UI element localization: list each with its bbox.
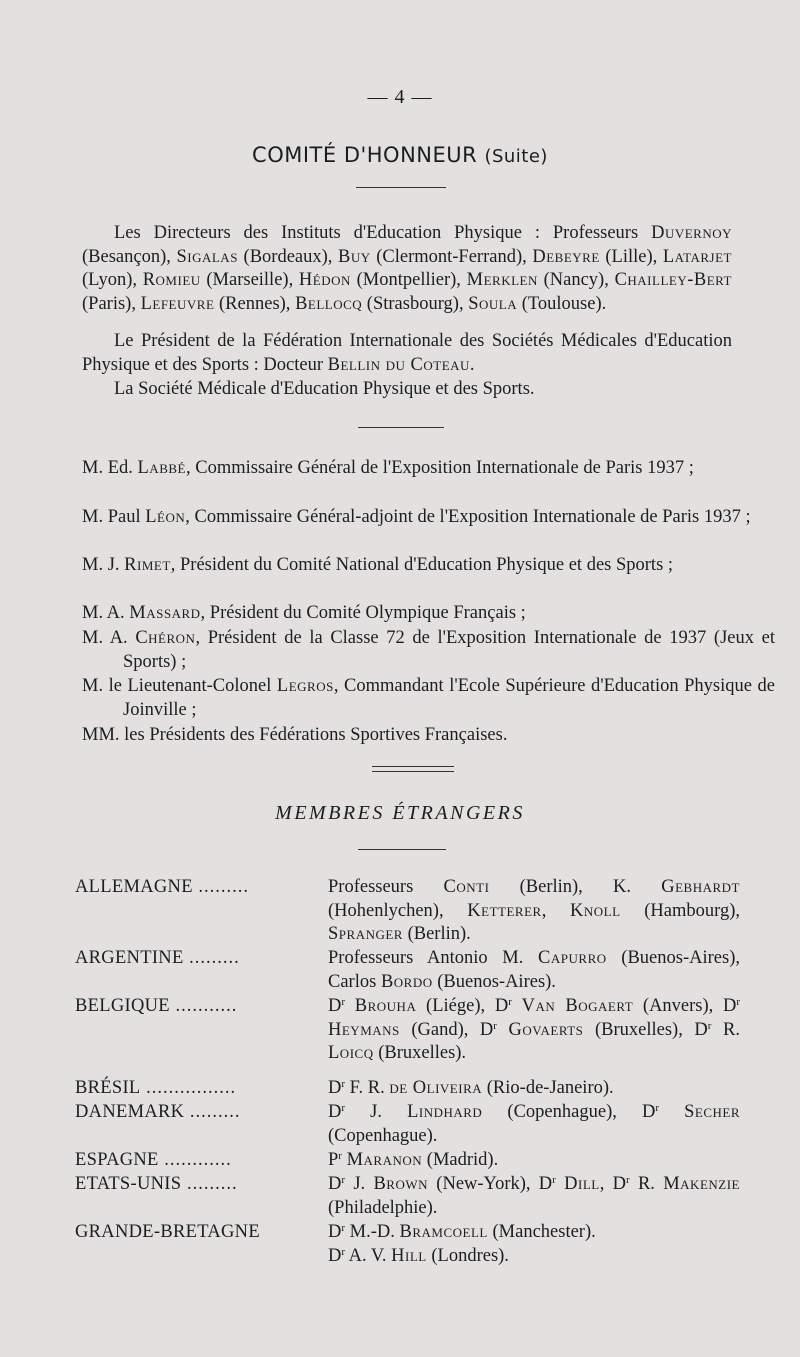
country-label: ETATS-UNIS: [75, 1174, 182, 1194]
country-members: Professeurs Conti (Berlin), K. Gebhardt (Hohenlychen), Ketterer, Knoll (Hambourg), Spranger (Berlin).: [328, 877, 740, 944]
country-members: $D^r$ F. R. de Oliveira (Rio-de-Janeiro).: [328, 1078, 614, 1098]
divider-2: [358, 427, 444, 428]
country-name: [75, 1101, 325, 1125]
country-label: ARGENTINE: [75, 948, 184, 968]
page-title: [0, 143, 800, 167]
title-suite: (Suite): [484, 146, 548, 167]
country-name: [75, 1077, 325, 1101]
title-text: COMITÉ D'HONNEUR: [252, 143, 478, 167]
double-divider: [372, 766, 454, 772]
leader-dots: ...........: [169, 996, 238, 1016]
intro-paragraph-directors: Les Directeurs des Instituts d'Education Physique : Professeurs Duvernoy (Besançon), Sigalas (Bordeaux), Buy (Clermont-Ferrand), Debeyre (Lille), Latarjet (Lyon), Romieu (Marseille), Hédon (Montpellier), Merklen (Nancy), Chailley-Bert (Paris), Lefeuvre (Rennes), Bellocq (Strasbourg), Soula (Toulouse).: [82, 223, 732, 314]
country-members: $D^r$ M.-D. Bramcoell (Manchester). $D^r$ A. V. Hill (Londres).: [328, 1222, 596, 1266]
person-entry-labbe: M. Ed. Labbé, Commissaire Général de l'Exposition Internationale de Paris 1937 ;: [82, 458, 694, 478]
divider-1: [356, 187, 446, 188]
intro-paragraph-federation: Le Président de la Fédération Internationale des Sociétés Médicales d'Education Physique et des Sports : Docteur Bellin du Coteau.: [82, 331, 732, 375]
leader-dots: .........: [192, 877, 250, 897]
person-entry-cheron: M. A. Chéron, Président de la Classe 72 de l'Exposition Internationale de 1937 (Jeux et Sports) ;: [82, 628, 775, 672]
country-label: ALLEMAGNE: [75, 877, 193, 897]
leader-dots: .........: [184, 1102, 241, 1122]
leader-dots: .........: [183, 948, 240, 968]
person-entry-presidents: MM. les Présidents des Fédérations Sportives Françaises.: [82, 725, 508, 745]
person-entry-massard: M. A. Massard, Président du Comité Olympique Français ;: [82, 603, 526, 623]
person-entry-rimet: M. J. Rimet, Président du Comité National d'Education Physique et des Sports ;: [82, 555, 674, 575]
country-label: ESPAGNE: [75, 1150, 159, 1170]
leader-dots: ............: [158, 1150, 232, 1170]
country-label: GRANDE-BRETAGNE: [75, 1222, 260, 1242]
country-name: [75, 995, 325, 1019]
country-members: $D^r$ J. Lindhard (Copenhague), $D^r$ Secher (Copenhague).: [328, 1102, 741, 1146]
country-name: [75, 1221, 325, 1245]
country-label: DANEMARK: [75, 1102, 185, 1122]
country-members: $D^r$ Brouha (Liége), $D^r$ Van Bogaert (Anvers), $D^r$ Heymans (Gand), $D^r$ Govaerts (Bruxelles), $D^r$ R. Loicq (Bruxelles).: [328, 996, 741, 1063]
country-name: [75, 1149, 325, 1173]
leader-dots: .........: [181, 1174, 238, 1194]
country-name: [75, 947, 325, 971]
person-entry-leon: M. Paul Léon, Commissaire Général-adjoint de l'Exposition Internationale de Paris 1937 ;: [82, 507, 751, 527]
section-title-foreign-members: MEMBRES ÉTRANGERS: [275, 802, 525, 824]
country-label: BELGIQUE: [75, 996, 170, 1016]
intro-paragraph-society: La Société Médicale d'Education Physique et des Sports.: [114, 379, 535, 399]
country-members: $D^r$ J. Brown (New-York), $D^r$ Dill, $D^r$ R. Makenzie (Philadelphie).: [328, 1174, 740, 1218]
divider-3: [358, 849, 446, 850]
country-name: [75, 1173, 325, 1197]
person-entry-legros: M. le Lieutenant-Colonel Legros, Commandant l'Ecole Supérieure d'Education Physique de Joinville ;: [82, 676, 775, 720]
country-members: $P^r$ Maranon (Madrid).: [328, 1150, 499, 1170]
country-name: [75, 876, 325, 900]
page-number: — 4 —: [367, 86, 433, 108]
country-label: BRÉSIL: [75, 1078, 141, 1098]
leader-dots: ................: [140, 1078, 237, 1098]
country-members: Professeurs Antonio M. Capurro (Buenos-Aires), Carlos Bordo (Buenos-Aires).: [328, 948, 740, 992]
